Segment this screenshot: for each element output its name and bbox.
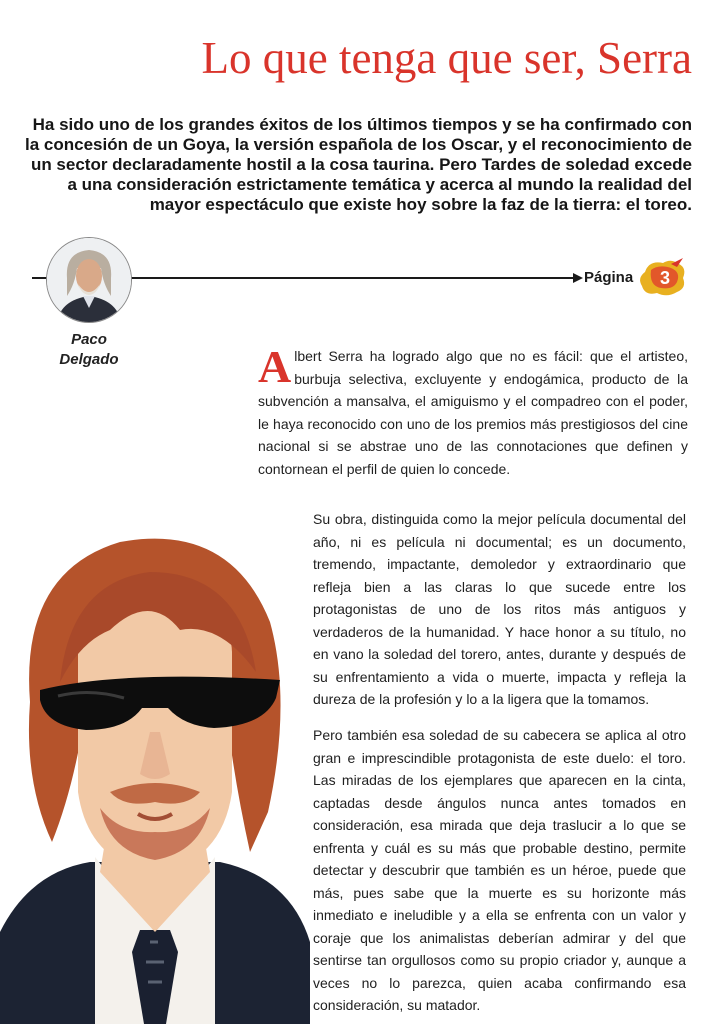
drop-cap: A <box>258 341 292 392</box>
arrow-right-icon <box>573 273 583 283</box>
article-title: Lo que tenga que ser, Serra <box>201 33 692 83</box>
body-paragraph-3: Pero también esa soledad de su cabecera se aplica al otro gran e imprescindible protagonista de este duelo: el toro. Las miradas de los ejemplares que aparecen en la cinta, captadas desde ángulos nunca antes tomados en consideración, esa mirada que deja traslucir a lo que se enfrenta y cuál es su más que probable destino, permite detectar y descubrir que también es un héroe, puede que más, pues sabe que la muerte es su horizonte más inmediato e ineludible y a ella se enfrenta con un valor y coraje que los animalistas deberían admirar y del que sentirse tan orgullosos como su propio criador y, aunque a veces no lo parezca, quien acaba confirmando esa consideración, su matador. <box>313 727 686 1013</box>
page-number: 3 <box>659 268 670 288</box>
author-portrait-icon <box>47 238 131 322</box>
body-paragraph-1 <box>258 341 688 480</box>
page-label: Página <box>584 269 634 286</box>
illustration-portrait <box>0 512 310 1024</box>
author-photo <box>46 237 132 323</box>
article-lead: Ha sido uno de los grandes éxitos de los últimos tiempos y se ha confirmado con la concesión de un Goya, la versión española de los Oscar, y el reconocimiento de un sector declaradamente hostil a la cosa taurina. Pero Tardes de soledad excede a una consideración estrictamente temática y acerca al mundo la realidad del mayor espectáculo que existe hoy sobre la faz de la tierra: el toreo. <box>24 115 692 214</box>
body-paragraph-2: Su obra, distinguida como la mejor película documental del año, ni es película ni documental; es un documento, tremendo, impactante, demoledor y extraordinario que refleja bien a las claras lo que sucede entre los protagonistas de uno de los ritos más antiguos y verdaderos de la humanidad. Y hace honor a su título, no en vano la soledad del torero, antes, durante y después de su enfrentamiento a vida o muerte, impacta y refleja la dureza de la profesión y lo a la ligera que la tomamos. <box>313 511 686 707</box>
paragraph-1-text: lbert Serra ha logrado algo que no es fácil: que el artisteo, burbuja selectiva, excluyente y endogámica, producto de la subvención a mansalva, el amiguismo y el compadreo con el poder, le haya reconocido con uno de los premios más prestigiosos del cine nacional si se abstrae uno de las connotaciones que definen y contornean el perfil de quien lo concede. <box>258 348 688 477</box>
author-name: Paco Delgado <box>59 331 119 368</box>
